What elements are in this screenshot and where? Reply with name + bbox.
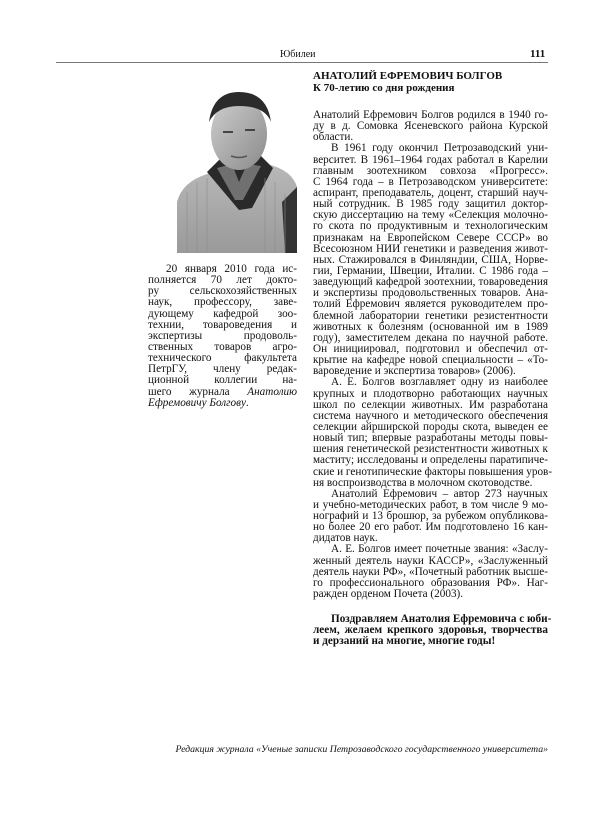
text-line: го скота по продуктивным и технологическим: [313, 220, 548, 233]
text-line: ных. Стажировался в Финляндии, США, Норве-: [313, 253, 548, 266]
portrait-photo: [177, 82, 297, 253]
text-line: крупных и плодотворно работающих научных: [313, 387, 548, 400]
text-line: Анатолий Ефремович Болгов родился в 1940 го-: [313, 109, 548, 121]
caption-line: ционной коллегии на-: [148, 374, 297, 387]
caption-line: экспертизы продоволь-: [148, 329, 297, 342]
caption-line: технии, товароведения и: [148, 318, 297, 331]
text-line: и дерзаний на многие, многие годы!: [313, 635, 496, 648]
text-line: шения генетической резистентности животных к: [313, 443, 548, 456]
page-number: 111: [530, 48, 546, 60]
text-line: блемной лаборатории генетики резистентности: [313, 309, 548, 322]
caption-line: полняется 70 лет докто-: [148, 274, 297, 287]
text-line: В 1961 году окончил Петрозаводский уни-: [331, 142, 548, 155]
caption-line: 20 января 2010 года ис-: [166, 263, 297, 275]
caption-line: ру сельскохозяйственных: [148, 285, 297, 298]
text-line: леем, желаем крепкого здоровья, творчества: [313, 624, 548, 637]
text-line: Анатолий Ефремович – автор 273 научных: [331, 487, 548, 500]
text-line: селекции айрширской породы скота, выведен ее: [313, 420, 548, 433]
footer-signature: Редакция журнала «Ученые записки Петрозаводского государственного университета»: [175, 744, 548, 755]
article-heading: [313, 71, 502, 94]
text-line: вароведение и экспертиза товаров» (2006).: [313, 365, 516, 378]
text-line: животных к болезням (основанной им в 1989: [313, 320, 548, 333]
text-line: А. Е. Болгов имеет почетные звания: «Заслу-: [331, 543, 548, 556]
running-head-section: Юбилеи: [280, 49, 316, 60]
text-line: женный деятель науки КАССР», «Заслуженный: [313, 554, 548, 567]
article-title: АНАТОЛИЙ ЕФРЕМОВИЧ БОЛГОВ: [313, 70, 503, 82]
text-line: признакам на Европейском Севере СССР» во: [313, 231, 548, 244]
text-line: С 1964 года – в Петрозаводском университете:: [313, 175, 548, 188]
text-line: новый тип; впервые разработаны методы повы-: [313, 432, 548, 445]
text-line: верситет. В 1961–1964 годах работал в Карелии: [313, 153, 548, 166]
text-line: го профессионального образования РФ». Наг-: [313, 576, 548, 589]
spacer: [313, 600, 548, 614]
text-line: ские и генотипические факторы повышения уров-: [313, 465, 553, 478]
text-line: главным зоотехником совхоза «Прогресс».: [313, 164, 548, 177]
text-line: и учебно-методических работ, в том числе 9 мо-: [313, 498, 548, 511]
article-subtitle: К 70-летию со дня рождения: [313, 81, 455, 94]
text-line: дидатов наук.: [313, 532, 378, 545]
text-line: деятель науки РФ», «Почетный работник высше-: [313, 565, 548, 578]
header-rule: [56, 62, 548, 63]
text-line: Всесоюзном НИИ генетики и разведения живот-: [313, 242, 548, 255]
text-line: толий Ефремович является руководителем про-: [313, 298, 548, 311]
text-line: и экспертизы продовольственных товаров. Ана-: [313, 287, 548, 300]
text-line: ражден орденом Почета (2003).: [313, 588, 464, 601]
caption-line: наук, профессору, заве-: [148, 296, 297, 309]
honoree-name: Анатолию: [247, 385, 297, 398]
caption-line: [148, 398, 297, 409]
text-line: году), заместителем декана по научной работе.: [313, 331, 548, 344]
caption-line: дующему кафедрой зоо-: [148, 307, 297, 320]
text-line: области.: [313, 131, 354, 144]
text-line: ня воспроизводства в молочном скотоводстве.: [313, 476, 533, 489]
text-line: школ по селекции животных. Им разработана: [313, 398, 548, 411]
congratulation-paragraph: [313, 613, 552, 648]
text-line: Он инициировал, подготовил и обеспечил от-: [313, 342, 548, 355]
text-line: А. Е. Болгов возглавляет одну из наиболее: [331, 376, 548, 389]
text-line: нографий и 13 брошюр, за рубежом опубликова-: [313, 510, 548, 523]
honoree-name: Ефремовичу Болгову: [148, 396, 246, 409]
paragraph: [313, 143, 548, 377]
text-line: крытие на кафедре новой специальности – «То-: [313, 354, 548, 367]
text-line: ду в д. Сомовка Ясеневского района Курской: [313, 120, 548, 133]
text-line: маститу; исследованы и определены паратипиче-: [313, 454, 548, 467]
paragraph: [313, 544, 548, 600]
paragraph: [313, 110, 548, 143]
caption-text: .: [245, 396, 249, 409]
paragraph: [313, 489, 548, 545]
article-body: [313, 109, 553, 648]
caption-text: шего журнала: [148, 385, 248, 398]
text-line: заведующий кафедрой зоотехнии, товароведения: [313, 276, 548, 289]
sidebar-caption: [148, 264, 297, 409]
text-line: система научного и методического обеспечения: [313, 409, 548, 422]
text-line: но более 20 его работ. Им подготовлено 16 кан-: [313, 521, 548, 534]
paragraph: [313, 376, 553, 489]
caption-line: ПетрГУ, члену редак-: [148, 363, 297, 376]
text-line: Поздравляем Анатолия Ефремовича с юби-: [331, 613, 552, 626]
text-line: ный сотрудник. В 1985 году защитил доктор-: [313, 198, 548, 211]
text-line: гии, Германии, Швеции, Италии. С 1986 года –: [313, 264, 548, 277]
text-line: аспирант, преподаватель, доцент, старший науч-: [313, 186, 548, 199]
caption-line: технического факультета: [148, 352, 297, 365]
caption-line: ственных товаров агро-: [148, 340, 297, 353]
text-line: скую диссертацию на тему «Селекция молочно-: [313, 209, 548, 222]
